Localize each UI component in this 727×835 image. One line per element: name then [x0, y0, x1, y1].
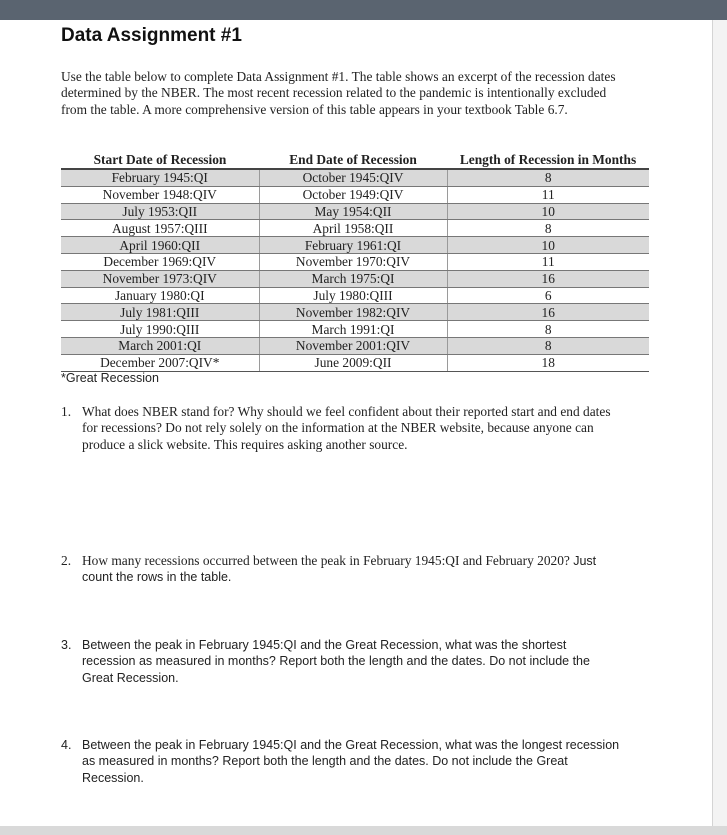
document-page — [0, 20, 712, 826]
cell-end: March 1991:QI — [259, 321, 447, 338]
cell-start: August 1957:QIII — [61, 220, 259, 237]
cell-end: November 1982:QIV — [259, 304, 447, 321]
question-text-line-1: How many recessions occurred between the peak in February 1945:QI and February 2020? — [82, 553, 574, 568]
cell-length: 16 — [447, 270, 649, 287]
question-text — [82, 553, 622, 586]
cell-end: October 1945:QIV — [259, 169, 447, 186]
table-row — [61, 304, 649, 321]
cell-end: November 2001:QIV — [259, 337, 447, 354]
intro-paragraph: Use the table below to complete Data Assignment #1. The table shows an excerpt of the recession dates determined by the NBER. The most recent recession related to the pandemic is intentionally excluded from the table. A more comprehensive version of this table appears in your textbook Table 6.7. — [61, 69, 616, 117]
cell-end: May 1954:QII — [259, 203, 447, 220]
cell-length: 8 — [447, 337, 649, 354]
table-footnote: *Great Recession — [61, 371, 159, 385]
table-row — [61, 287, 649, 304]
cell-end: November 1970:QIV — [259, 253, 447, 270]
question-text-line-2: Just count the rows in the table. — [82, 554, 597, 585]
cell-length: 11 — [447, 186, 649, 203]
question-number: 1. — [61, 404, 72, 419]
table-row — [61, 186, 649, 203]
cell-length: 8 — [447, 169, 649, 186]
cell-length: 11 — [447, 253, 649, 270]
cell-length: 16 — [447, 304, 649, 321]
header-length: Length of Recession in Months — [447, 151, 649, 169]
bottom-bar — [0, 826, 727, 835]
question-text: Between the peak in February 1945:QI and the Great Recession, what was the shortest recession as measured in months? Report both the length and the dates. Do not include the Great Recession. — [82, 638, 590, 685]
cell-end: July 1980:QIII — [259, 287, 447, 304]
question-number: 2. — [61, 553, 72, 568]
cell-start: April 1960:QII — [61, 237, 259, 254]
cell-start: December 1969:QIV — [61, 253, 259, 270]
cell-start: February 1945:QI — [61, 169, 259, 186]
cell-start: January 1980:QI — [61, 287, 259, 304]
question-text: Between the peak in February 1945:QI and the Great Recession, what was the longest recession as measured in months? Report both the length and the dates. Do not include the Great Recession. — [82, 738, 620, 785]
cell-length: 10 — [447, 203, 649, 220]
table-row — [61, 270, 649, 287]
table-row — [61, 220, 649, 237]
question-number: 3. — [61, 638, 72, 652]
cell-end: April 1958:QII — [259, 220, 447, 237]
recession-table — [61, 151, 649, 372]
cell-start: July 1953:QII — [61, 203, 259, 220]
cell-length: 8 — [447, 220, 649, 237]
cell-start: December 2007:QIV* — [61, 354, 259, 371]
cell-start: July 1981:QIII — [61, 304, 259, 321]
cell-length: 18 — [447, 354, 649, 371]
header-end-date: End Date of Recession — [259, 151, 447, 169]
vertical-scrollbar[interactable] — [712, 20, 727, 835]
cell-start: November 1948:QIV — [61, 186, 259, 203]
cell-end: October 1949:QIV — [259, 186, 447, 203]
table-row — [61, 203, 649, 220]
cell-start: July 1990:QIII — [61, 321, 259, 338]
table-row — [61, 237, 649, 254]
table-header-row — [61, 151, 649, 169]
table-row — [61, 354, 649, 371]
table-row — [61, 321, 649, 338]
table-row — [61, 337, 649, 354]
cell-start: November 1973:QIV — [61, 270, 259, 287]
table-row — [61, 169, 649, 186]
question-number: 4. — [61, 738, 72, 752]
cell-end: February 1961:QI — [259, 237, 447, 254]
window-top-bar — [0, 0, 727, 20]
cell-length: 10 — [447, 237, 649, 254]
cell-start: March 2001:QI — [61, 337, 259, 354]
cell-length: 8 — [447, 321, 649, 338]
table-row — [61, 253, 649, 270]
page-title: Data Assignment #1 — [61, 25, 242, 46]
header-start-date: Start Date of Recession — [61, 151, 259, 169]
cell-length: 6 — [447, 287, 649, 304]
question-text: What does NBER stand for? Why should we feel confident about their reported start and end dates for recessions? Do not rely solely on the information at the NBER website, because anyone can produce a slick website. This requires asking another source. — [82, 404, 611, 452]
cell-end: March 1975:QI — [259, 270, 447, 287]
cell-end: June 2009:QII — [259, 354, 447, 371]
